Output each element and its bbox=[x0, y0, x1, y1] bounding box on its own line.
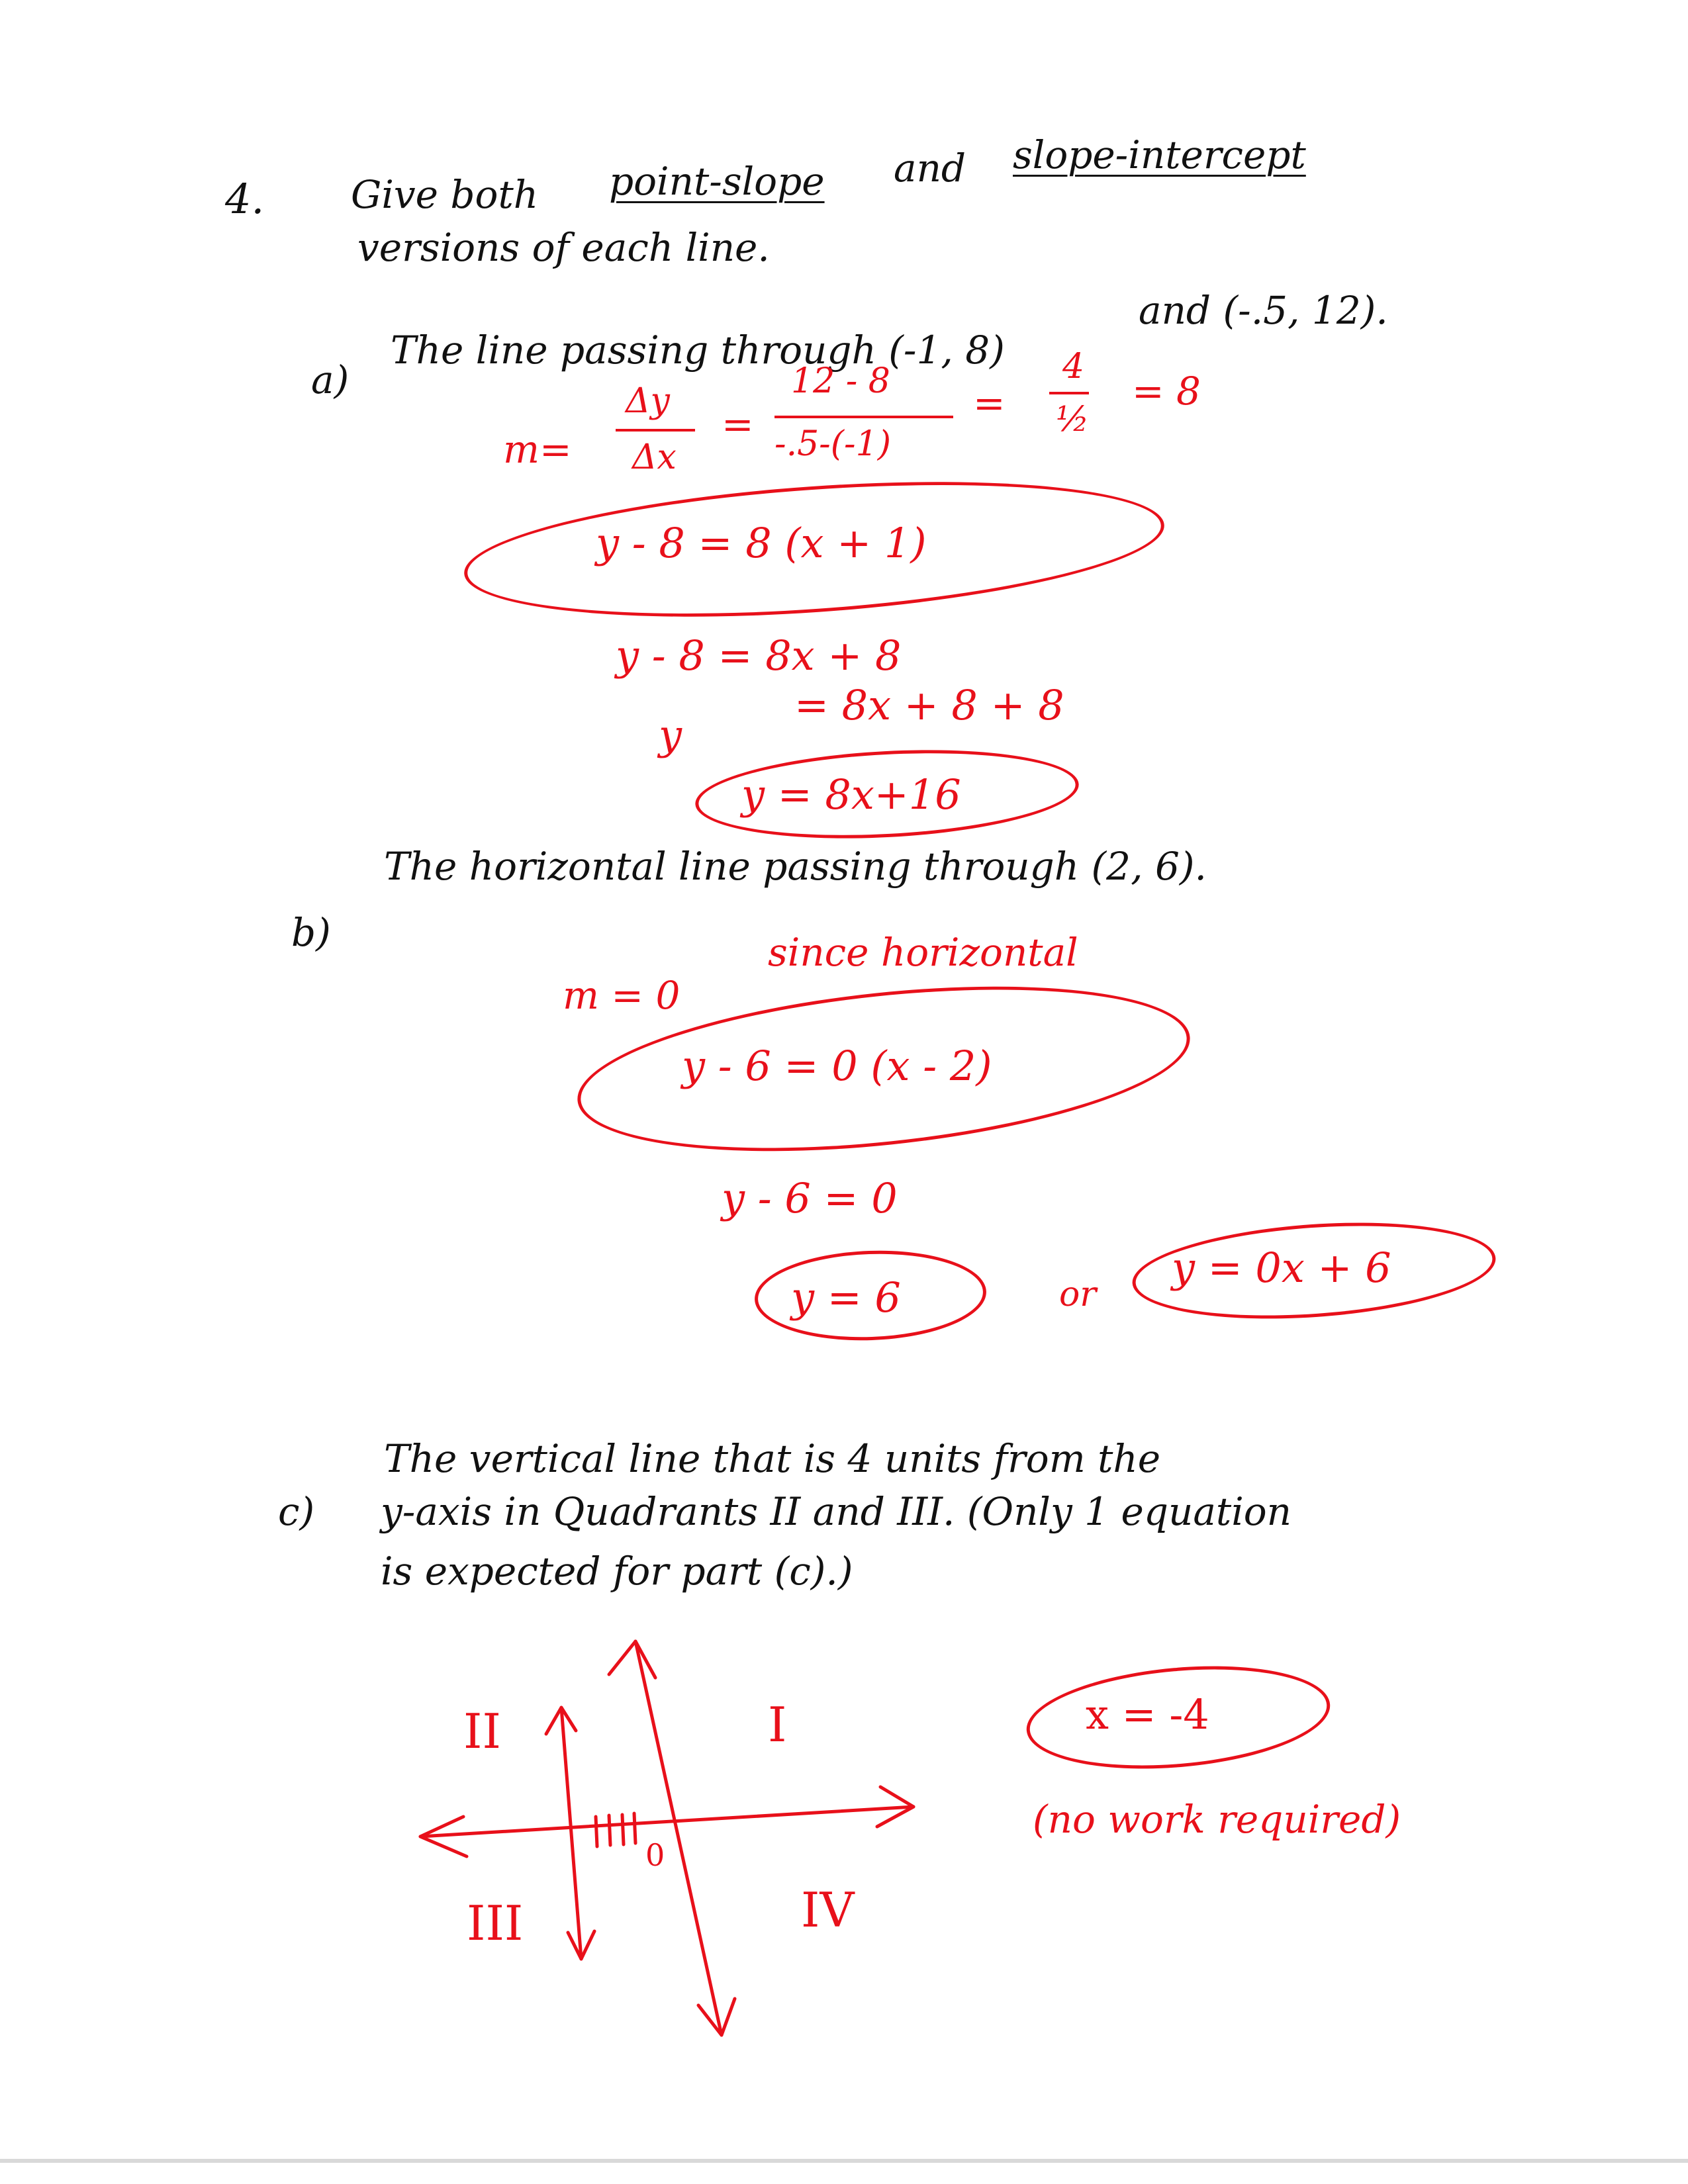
prompt-versions: versions of each line. bbox=[357, 225, 770, 270]
part-a-point-slope-answer: y - 8 = 8 (x + 1) bbox=[596, 519, 927, 567]
part-c-statement-2: y-axis in Quadrants II and III. (Only 1 equation bbox=[381, 1489, 1292, 1534]
part-b-slope-reason: since horizontal bbox=[768, 930, 1078, 975]
tick-3 bbox=[622, 1815, 624, 1844]
x-axis-line bbox=[420, 1807, 914, 1837]
quadrant-label-I: I bbox=[768, 1697, 787, 1752]
slope-denominator-2: ½ bbox=[1056, 400, 1090, 439]
part-a-statement: The line passing through (-1, 8) bbox=[391, 328, 1005, 373]
slope-result: = 8 bbox=[1132, 369, 1201, 414]
part-a-label: a) bbox=[311, 357, 350, 402]
quadrant-label-II: II bbox=[463, 1704, 501, 1759]
part-b-answer-2: y = 0x + 6 bbox=[1172, 1244, 1391, 1292]
part-c-statement-3: is expected for part (c).) bbox=[381, 1549, 853, 1594]
part-b-work-1: y - 6 = 0 bbox=[722, 1174, 898, 1222]
tick-1 bbox=[596, 1817, 597, 1846]
part-b-point-slope-answer: y - 6 = 0 (x - 2) bbox=[682, 1042, 992, 1090]
prompt-give-both: Give both bbox=[351, 172, 539, 217]
part-c-note: (no work required) bbox=[1033, 1797, 1401, 1842]
part-a-slope-intercept-answer: y = 8x+16 bbox=[741, 770, 961, 819]
slope-denominator: -.5-(-1) bbox=[774, 424, 891, 464]
tick-4 bbox=[634, 1813, 635, 1843]
y-axis-arrow-top bbox=[609, 1641, 655, 1678]
slope-numerator-2: 4 bbox=[1062, 347, 1085, 387]
slope-delta-x: Δx bbox=[632, 437, 677, 477]
part-b-slope-m: m = 0 bbox=[563, 973, 680, 1018]
part-b-answer-1: y = 6 bbox=[791, 1273, 901, 1322]
prompt-point-slope: point-slope bbox=[609, 159, 825, 204]
part-c-answer: x = -4 bbox=[1086, 1690, 1209, 1739]
part-c-statement-1: The vertical line that is 4 units from the bbox=[384, 1436, 1161, 1481]
tick-2 bbox=[609, 1815, 610, 1845]
quadrant-label-III: III bbox=[467, 1895, 524, 1951]
part-a-work-2-left: y bbox=[659, 711, 682, 759]
part-b-label: b) bbox=[291, 910, 331, 955]
vertical-line-x-neg4 bbox=[561, 1707, 581, 1959]
origin-label: 0 bbox=[645, 1837, 665, 1873]
slope-equals-1: = bbox=[722, 402, 754, 447]
prompt-slope-intercept: slope-intercept bbox=[1013, 132, 1306, 177]
part-b-or: or bbox=[1059, 1275, 1097, 1314]
part-b-statement: The horizontal line passing through (2, 6). bbox=[384, 844, 1207, 889]
slope-equals-2: = bbox=[973, 381, 1006, 426]
quadrant-label-IV: IV bbox=[801, 1882, 855, 1938]
part-a-work-2-right: = 8x + 8 + 8 bbox=[794, 681, 1064, 729]
slope-numerator: 12 - 8 bbox=[791, 361, 890, 401]
slope-m: m= bbox=[503, 427, 572, 472]
problem-number: 4. bbox=[225, 175, 265, 223]
part-a-work-1: y - 8 = 8x + 8 bbox=[616, 631, 902, 680]
scan-edge-line bbox=[0, 2159, 1688, 2163]
prompt-and: and bbox=[894, 146, 966, 191]
part-c-label: c) bbox=[278, 1489, 315, 1534]
slope-delta-y: Δy bbox=[626, 381, 670, 421]
part-a-statement-end: and (-.5, 12). bbox=[1139, 288, 1388, 333]
